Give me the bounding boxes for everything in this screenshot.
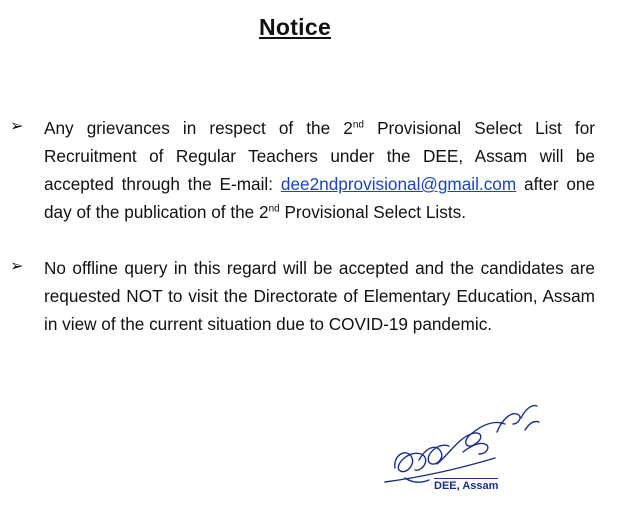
bullet-item-no-offline-query [10, 254, 595, 338]
bullet-text-grievances: Any grievances in respect of the 2nd Provisional Select List for Recruitment of Regular Teachers under the DEE, Assam will be accepted through the E-mail: dee2ndprovisional@gmail.com after one day of the publication of the 2nd Provisional Select Lists. [44, 118, 595, 222]
arrow-bullet-icon: ➢ [10, 258, 24, 275]
bullet-item-grievances [10, 114, 595, 226]
email-link[interactable]: dee2ndprovisional@gmail.com [280, 174, 517, 194]
notice-title: Notice [258, 14, 332, 40]
arrow-bullet-icon: ➢ [10, 118, 24, 135]
bullet-text-no-offline-query: No offline query in this regard will be accepted and the candidates are requested NOT to visit the Directorate of Elementary Education, Assam in view of the current situation due to COVID-19 pandemic. [44, 258, 595, 334]
signature-label: DEE, Assam [434, 480, 499, 492]
